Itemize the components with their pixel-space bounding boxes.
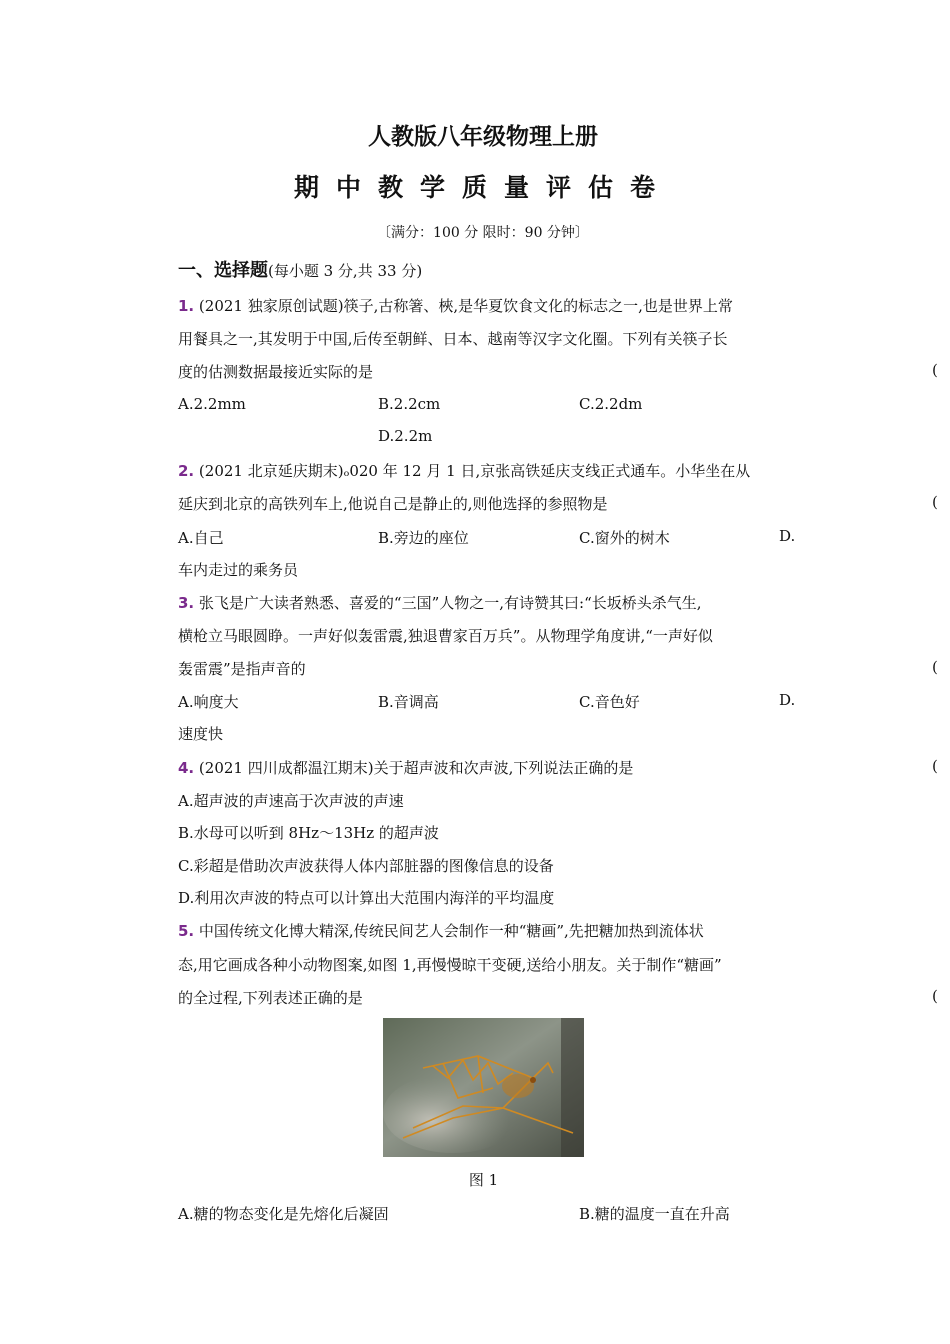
option-a: A.2.2mm (178, 395, 246, 413)
question-3-line-3: 轰雷震”是指声音的 (178, 660, 306, 678)
page-title: 人教版八年级物理上册 (368, 124, 598, 150)
answer-paren: ( (932, 987, 938, 1005)
question-1-line-3: 度的估测数据最接近实际的是 (178, 363, 374, 381)
option-b: B.音调高 (378, 693, 439, 711)
question-5-line-3: 的全过程,下列表述正确的是 (178, 989, 363, 1007)
question-text: (2021 四川成都温江期末)关于超声波和次声波,下列说法正确的是 (198, 759, 634, 777)
question-2-line-1 (178, 460, 750, 481)
question-1-line-2: 用餐具之一,其发明于中国,后传至朝鲜、日本、越南等汉字文化圈。下列有关筷子长 (178, 330, 728, 348)
option-a: A.超声波的声速高于次声波的声速 (178, 792, 404, 810)
option-c: C.窗外的树木 (579, 529, 670, 547)
option-d-text: 车内走过的乘务员 (178, 561, 299, 579)
question-number: 3. (178, 594, 195, 612)
option-c: C.彩超是借助次声波获得人体内部脏器的图像信息的设备 (178, 857, 554, 875)
option-c: C.音色好 (579, 693, 640, 711)
question-number: 5. (178, 922, 195, 940)
option-a: A.响度大 (178, 693, 239, 711)
option-a: A.糖的物态变化是先熔化后凝固 (178, 1205, 389, 1223)
option-d: D.利用次声波的特点可以计算出大范围内海洋的平均温度 (178, 889, 555, 907)
question-3-line-2: 横枪立马眼圆睁。一声好似轰雷震,独退曹家百万兵”。从物理学角度讲,“一声好似 (178, 627, 713, 645)
option-a: A.自己 (178, 529, 224, 547)
answer-paren: ( (932, 757, 938, 775)
option-d-text: 速度快 (178, 725, 224, 743)
option-d: D.2.2m (378, 427, 433, 445)
figure-caption: 图 1 (468, 1171, 499, 1189)
option-b: B.糖的温度一直在升高 (579, 1205, 730, 1223)
question-number: 2. (178, 462, 195, 480)
exam-subtitle: 期中教学质量评估卷 (293, 173, 672, 202)
section-heading (178, 256, 422, 282)
question-2-line-2: 延庆到北京的高铁列车上,他说自己是静止的,则他选择的参照物是 (178, 495, 608, 513)
option-b: B.水母可以听到 8Hz～13Hz 的超声波 (178, 824, 439, 842)
question-5-line-2: 态,用它画成各种小动物图案,如图 1,再慢慢晾干变硬,送给小朋友。关于制作“糖画” (178, 956, 722, 974)
section-note: (每小题 3 分,共 33 分) (268, 262, 423, 280)
question-text: 中国传统文化博大精深,传统民间艺人会制作一种“糖画”,先把糖加热到流体状 (198, 922, 704, 940)
exam-meta: 〔满分：100 分 限时：90 分钟〕 (377, 225, 589, 241)
option-d-label: D. (779, 527, 796, 545)
option-d-label: D. (779, 691, 796, 709)
question-4-line-1 (178, 757, 633, 778)
option-b: B.旁边的座位 (378, 529, 469, 547)
section-title: 一、选择题 (178, 260, 268, 281)
question-3-line-1 (178, 592, 702, 613)
question-text: (2021 北京延庆期末)ₒ020 年 12 月 1 日,京张高铁延庆支线正式通车。小华坐在从 (198, 462, 751, 480)
question-number: 4. (178, 759, 195, 777)
question-5-line-1 (178, 920, 704, 941)
option-b: B.2.2cm (378, 395, 441, 413)
sugar-painting-photo (383, 1018, 584, 1157)
answer-paren: ( (932, 361, 938, 379)
question-number: 1. (178, 297, 195, 315)
question-text: 张飞是广大读者熟悉、喜爱的“三国”人物之一,有诗赞其曰:“长坂桥头杀气生, (198, 594, 702, 612)
question-text: (2021 独家原创试题)筷子,古称箸、梜,是华夏饮食文化的标志之一,也是世界上常 (198, 297, 733, 315)
option-c: C.2.2dm (579, 395, 643, 413)
answer-paren: ( (932, 493, 938, 511)
question-1-line-1 (178, 295, 733, 316)
answer-paren: ( (932, 658, 938, 676)
